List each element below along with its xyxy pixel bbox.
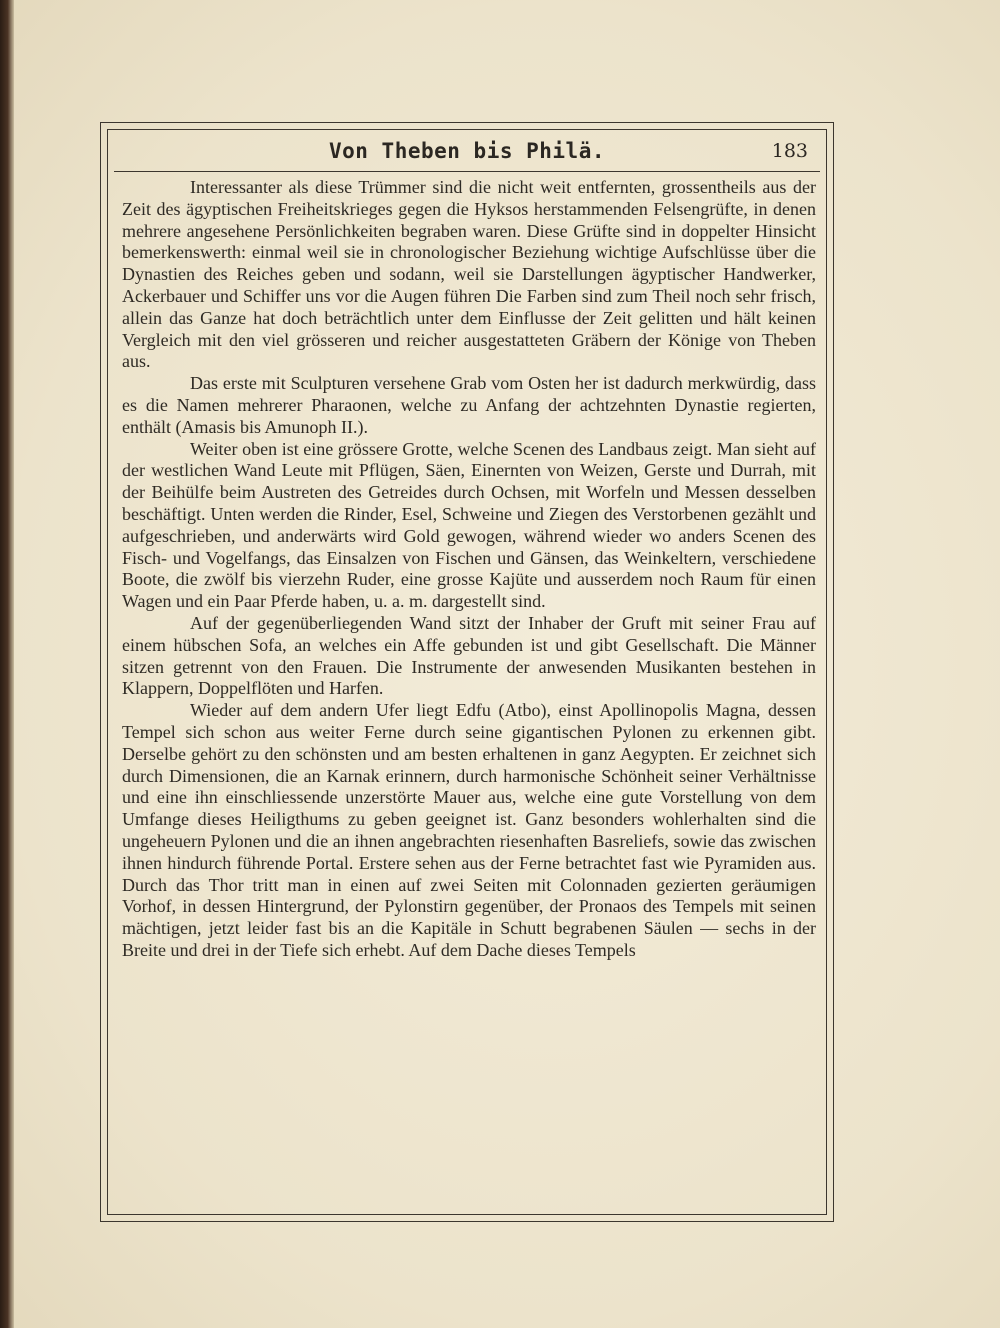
running-header	[114, 137, 820, 172]
paragraph: Weiter oben ist eine grössere Grotte, welche Scenen des Landbaus zeigt. Man sieht auf der westlichen Wand Leute mit Pflügen, Säen, Einernten von Weizen, Gerste und Durrah, mit der Beihülfe beim Austreten des Getreides durch Ochsen, mit Worfeln und Messen desselben beschäftigt. Unten werden die Rinder, Esel, Schweine und Ziegen des Verstorbenen gezählt und aufgeschrieben, und anderwärts wird Gold gewogen, während wieder wo anders Scenen des Fisch- und Vogelfangs, das Einsalzen von Fischen und Gänsen, das Weinkeltern, verschiedene Boote, die zwölf bis vierzehn Ruder, eine grosse Kajüte und ausserdem noch Raum für einen Wagen und ein Paar Pferde haben, u. a. m. dargestellt sind.	[122, 438, 816, 612]
book-spine	[0, 0, 14, 1328]
paragraph: Das erste mit Sculpturen versehene Grab vom Osten her ist dadurch merkwürdig, dass es die Namen mehrerer Pharaonen, welche zu Anfang der achtzehnten Dynastie regierten, enthält (Amasis bis Amunoph II.).	[122, 373, 816, 437]
paragraph: Wieder auf dem andern Ufer liegt Edfu (Atbo), einst Apollinopolis Magna, dessen Tempel sich schon aus weiter Ferne durch seine gigantischen Pylonen zu erkennen gibt. Derselbe gehört zu den schönsten und am besten erhaltenen in ganz Aegypten. Er zeichnet sich durch Dimensionen, die an Karnak erinnern, durch harmonische Schönheit seiner Verhältnisse und eine ihn einschliessende unzerstörte Mauer aus, welche eine gute Vorstellung von dem Umfange dieses Heiligthums zu geben geeignet ist. Ganz besonders wohlerhalten sind die ungeheuern Pylonen und die an ihnen angebrachten riesenhaften Basreliefs, sowie das zwischen ihnen hindurch führende Portal. Erstere sehen aus der Ferne betrachtet fast wie Pyramiden aus. Durch das Thor tritt man in einen auf zwei Seiten mit Colonnaden gezierten geräumigen Vorhof, in dessen Hintergrund, der Pylonstirn gegenüber, der Pronaos des Tempels mit seinen mächtigen, jetzt leider fast bis an die Kapitäle in Schutt begrabenen Säulen — sechs in der Breite und drei in der Tiefe sich erhebt. Auf dem Dache dieses Tempels	[122, 700, 816, 960]
body-text	[122, 177, 816, 962]
running-title: Von Theben bis Philä.	[328, 139, 605, 163]
paragraph: Interessanter als diese Trümmer sind die nicht weit entfernten, grossentheils aus der Zeit des ägyptischen Freiheitskrieges gegen die Hyksos herstammenden Felsengrüfte, in denen mehrere angesehene Persönlichkeiten begraben waren. Diese Grüfte sind in doppelter Hinsicht bemerkenswerth: einmal weil sie in chronologischer Beziehung wichtige Aufschlüsse über die Dynastien des Reiches geben und sodann, weil sie Darstellungen ägyptischer Handwerker, Ackerbauer und Schiffer uns vor die Augen führen Die Farben sind zum Theil noch sehr frisch, allein das Ganze hat doch beträchtlich unter dem Einflusse der Zeit gelitten und hält keinen Vergleich mit den viel grösseren und reicher ausgestatteten Gräbern der Könige von Theben aus.	[122, 177, 816, 372]
paragraph: Auf der gegenüberliegenden Wand sitzt der Inhaber der Gruft mit seiner Frau auf einem hübschen Sofa, an welches ein Affe gebunden ist und gibt Gesellschaft. Die Männer sitzen getrennt von den Frauen. Die Instrumente der anwesenden Musikanten bestehen in Klappern, Doppelflöten und Harfen.	[122, 612, 816, 699]
page-number: 183	[771, 140, 808, 162]
